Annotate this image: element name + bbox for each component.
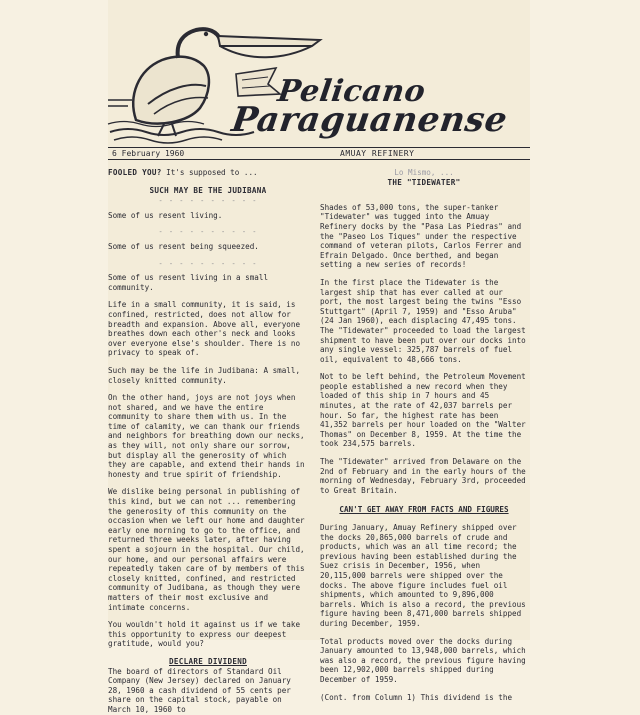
masthead-title-line-1: Pelicano	[275, 74, 428, 109]
article-paragraph: Some of us resent being squeezed.	[108, 241, 259, 251]
article-paragraph: In the first place the Tidewater is the largest ship that has ever called at our port, the most largest being the twins "Esso Stuttgart" (April 7, 1959) and "Esso Aruba" (24 Jan 1960), each displacing 47,495 tons. The "Tidewater" proceeded to load the largest shipment to have been put over our docks into any single vessel: 325,787 barrels of fuel oil, equivalent to 48,666 tons.	[320, 277, 526, 364]
article-paragraph: Not to be left behind, the Petroleum Movement people established a new record when they loaded of this ship in 7 hours and 45 minutes, at the rate of 42,037 barrels per hour. So far, the highest rate has been 41,352 barrels per hour loaded on the "Walter Thomas" on December 8, 1959. At the time the took 234,575 barrels.	[320, 372, 526, 449]
article-paragraph: On the other hand, joys are not joys when not shared, and we have the entire community to share them with us. In the time of calamity, we can thank our friends and neighbors for breathing down our necks, as they will, not only share our sorrow, but display all the generosity of which they are capable, and extend their hands in honesty and true spirit of friendship.	[108, 393, 305, 479]
issue-date: 6 February 1960	[112, 149, 185, 158]
article-paragraph: (Cont. from Column 1) This dividend is the	[320, 692, 513, 702]
separator	[320, 189, 528, 199]
subheadline-judibana: SUCH MAY BE THE JUDIBANA	[149, 185, 267, 195]
separator: - - - - - - - - - -	[158, 228, 258, 237]
faint-top-text: Lo Mismo, ...	[394, 168, 454, 177]
article-paragraph: Life in a small community, it is said, is confined, restricted, does not allow for breadth and expansion. Above all, everyone breathes down each other's neck and looks over everyone else's shoulder. There is no privacy to speak of.	[108, 300, 301, 358]
edition-label: AMUAY REFINERY	[340, 149, 415, 158]
article-paragraph: The board of directors of Standard Oil Company (New Jersey) declared on January 28, 1960 a cash dividend of 55 cents per share on the capital stock, payable on March 10, 1960 to	[108, 666, 291, 714]
article-paragraph: We dislike being personal in publishing of this kind, but we can not ... remembering the generosity of this community on the occasion when we left our home and daughter early one morning to go to the office, and returned three weeks later, after having spent a sojourn in the hospital. Our child, our home, and our personal affairs were repeatedly taken care of by members of this closely knitted, confined, and restricted community of Judibana, as though they were matters of their most exclusive and intimate concerns.	[108, 487, 305, 612]
tidewater-headline: THE "TIDEWATER"	[387, 177, 461, 187]
fooled-you-rest: It's supposed to ...	[166, 168, 258, 177]
newsletter-page	[108, 0, 530, 714]
article-paragraph: You wouldn't hold it against us if we take this opportunity to express our deepest gratitude, would you?	[108, 620, 301, 649]
article-paragraph: Some of us resent living.	[108, 210, 223, 220]
article-paragraph: Total products moved over the docks during January amounted to 13,948,000 barrels, which was also a record, the previous figure having been 12,902,000 barrels shipped during December of 1959.	[320, 636, 526, 684]
rule-bottom	[108, 159, 530, 160]
article-paragraph: Shades of 53,000 tons, the super-tanker "Tidewater" was tugged into the Amuay Refinery docks by the "Pasa Las Piedras" and the "Paseo Los Tiques" under the respective command of veteran pilots, Carlos Ferrer and Efrain Delgado. Once berthed, and began setting a new series of records!	[320, 202, 522, 270]
masthead-title-line-2: Paraguanense	[229, 100, 510, 140]
masthead	[108, 0, 530, 150]
separator: - - - - - - - - - -	[158, 197, 258, 206]
left-column	[108, 168, 308, 714]
fooled-you-headline: FOOLED YOU?	[108, 168, 162, 177]
dividend-headline: DECLARE DIVIDEND	[169, 656, 247, 666]
right-column	[320, 168, 528, 702]
separator: - - - - - - - - - -	[158, 259, 258, 268]
article-paragraph: Some of us resent living in a small community.	[108, 273, 269, 292]
article-paragraph: During January, Amuay Refinery shipped over the docks 20,865,000 barrels of crude and products, which was an all time record; the previous having been established during the Suez crisis in December, 1956, when 20,115,000 barrels were shipped over the docks. The above figure includes fuel oil shipments, which amounted to 9,896,000 barrels. Which is also a record, the previous figure having been 8,471,000 barrels shipped during December, 1959.	[320, 523, 526, 628]
dateline-bar	[108, 147, 530, 161]
article-paragraph: Such may be the life in Judibana: A small, closely knitted community.	[108, 365, 301, 385]
left-headline-row	[108, 168, 308, 178]
facts-figures-headline: CAN'T GET AWAY FROM FACTS AND FIGURES	[339, 505, 509, 515]
article-paragraph: The "Tidewater" arrived from Delaware on the 2nd of February and in the early hours of the morning of Wednesday, February 3rd, proceeded to Great Britain.	[320, 457, 526, 495]
rule-top	[108, 147, 530, 148]
